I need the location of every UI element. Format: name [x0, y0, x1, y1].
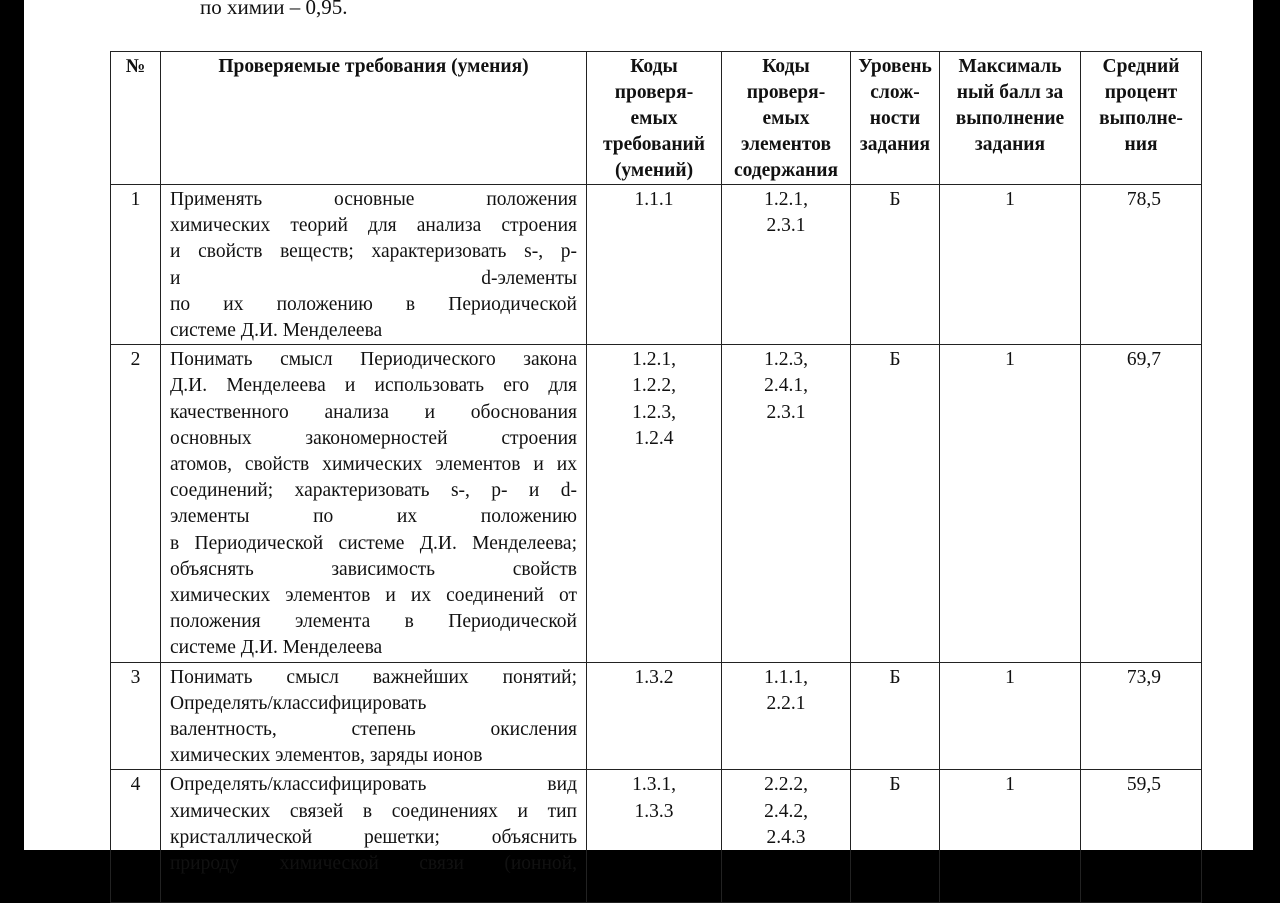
table-header-row: [111, 52, 1202, 185]
header-num: №: [111, 52, 161, 185]
cell-num: 1: [111, 185, 161, 345]
cell-num: 2: [111, 345, 161, 662]
cell-content-codes: 2.2.2, 2.4.2, 2.4.3: [722, 770, 851, 903]
cell-req-codes: 1.3.1, 1.3.3: [587, 770, 722, 903]
cell-requirements: Понимать смысл Периодического закона Д.И. Менделеева и использовать его для качественного анализа и обоснования основных закономерностей строения атомов, свойств химических элементов и их соединений; характеризовать s-, p- и d- элементы по их положению в Периодической системе Д.И. Менделеева; объяснять зависимость свойств химических элементов и их соединений от положения элемента в Периодической системе Д.И. Менделеева: [161, 345, 587, 662]
cell-level: Б: [851, 345, 940, 662]
table-row: [111, 185, 1202, 345]
header-max-score: Максималь ный балл за выполнение задания: [940, 52, 1081, 185]
cell-req-codes: 1.2.1, 1.2.2, 1.2.3, 1.2.4: [587, 345, 722, 662]
header-level: Уровень слож- ности задания: [851, 52, 940, 185]
cell-max-score: 1: [940, 662, 1081, 770]
cell-num: 3: [111, 662, 161, 770]
document-page: [24, 0, 1253, 875]
cell-requirements: Применять основные положения химических теорий для анализа строения и свойств веществ; характеризовать s-, p- и d-элементы по их положению в Периодической системе Д.И. Менделеева: [161, 185, 587, 345]
lead-text: по химии – 0,95.: [200, 0, 348, 19]
cell-max-score: 1: [940, 345, 1081, 662]
table-row: [111, 345, 1202, 662]
cell-content-codes: 1.1.1, 2.2.1: [722, 662, 851, 770]
cell-requirements: Определять/классифицировать вид химических связей в соединениях и тип кристаллической решетки; объяснить природу химической связи (ионной,: [161, 770, 587, 903]
cell-content-codes: 1.2.1, 2.3.1: [722, 185, 851, 345]
header-req-codes: Коды проверя- емых требований (умений): [587, 52, 722, 185]
table-row: [111, 770, 1202, 903]
cell-level: Б: [851, 662, 940, 770]
cell-max-score: 1: [940, 185, 1081, 345]
cell-avg-percent: 59,5: [1081, 770, 1202, 903]
results-table: [110, 51, 1202, 903]
cell-level: Б: [851, 770, 940, 903]
cell-req-codes: 1.1.1: [587, 185, 722, 345]
cell-content-codes: 1.2.3, 2.4.1, 2.3.1: [722, 345, 851, 662]
table-row: [111, 662, 1202, 770]
header-avg-percent: Средний процент выполне- ния: [1081, 52, 1202, 185]
cell-avg-percent: 78,5: [1081, 185, 1202, 345]
header-requirements: Проверяемые требования (умения): [161, 52, 587, 185]
cell-num: 4: [111, 770, 161, 903]
header-content-codes: Коды проверя- емых элементов содержания: [722, 52, 851, 185]
cell-avg-percent: 69,7: [1081, 345, 1202, 662]
cell-max-score: 1: [940, 770, 1081, 903]
cell-avg-percent: 73,9: [1081, 662, 1202, 770]
cell-req-codes: 1.3.2: [587, 662, 722, 770]
cell-level: Б: [851, 185, 940, 345]
cell-requirements: Понимать смысл важнейших понятий; Определять/классифицировать валентность, степень окисления химических элементов, заряды ионов: [161, 662, 587, 770]
